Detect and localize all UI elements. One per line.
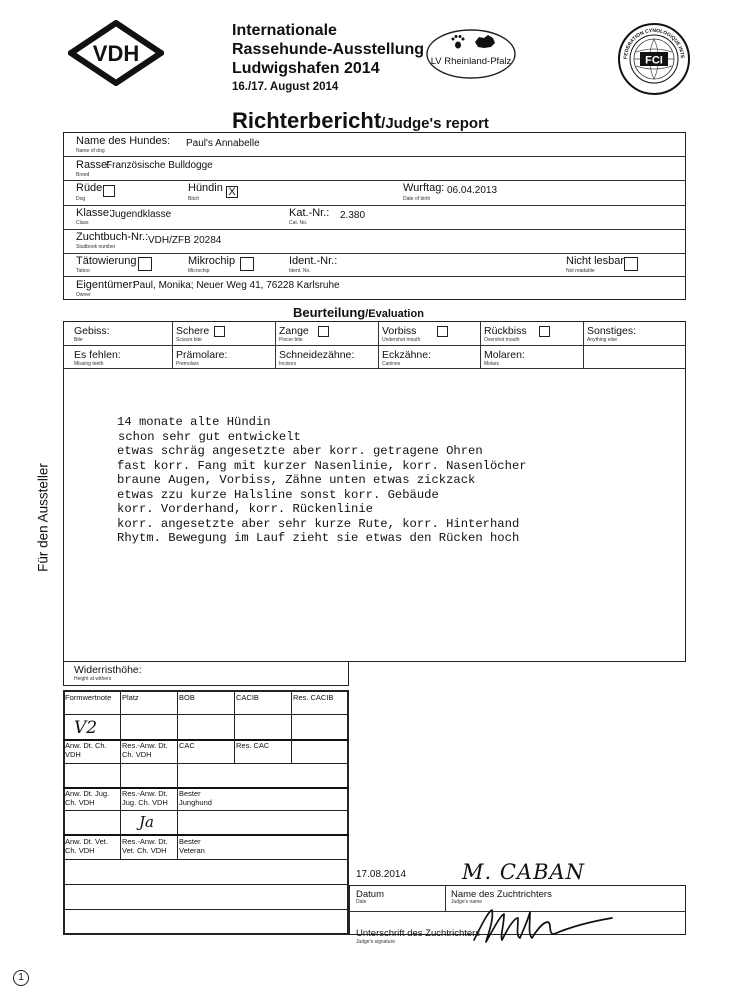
divider [63, 156, 686, 157]
incisors-label: Schneidezähne: [279, 349, 355, 361]
vdh-logo-text: VDH [92, 41, 140, 66]
divider [177, 690, 178, 860]
divider [63, 180, 686, 181]
evaluation-title-main: Beurteilung [293, 305, 366, 320]
fci-logo [617, 22, 691, 96]
tattoo-sublabel: Tattoo [76, 268, 90, 274]
class-label: Klasse: [76, 207, 113, 219]
judge-name-label: Name des Zuchtrichters [451, 889, 552, 900]
judge-signature-sublabel: Judge's signature [356, 939, 396, 945]
evaluation-title [293, 304, 424, 322]
exhibitor-side-label: Für den Aussteller [35, 463, 51, 572]
other-sublabel: Anything else [587, 337, 618, 343]
pincer-bite-checkbox[interactable] [318, 326, 329, 337]
canines-sublabel: Canines [382, 361, 401, 367]
evaluation-title-sub: /Evaluation [365, 308, 424, 320]
divider [480, 321, 481, 368]
res-anw-dt-vet-cell: Res.-Anw. Dt. Vet. Ch. VDH [122, 837, 168, 855]
club-logo [425, 28, 517, 80]
microchip-sublabel: Microchip [188, 268, 210, 274]
divider [234, 690, 235, 763]
judge-signature [468, 898, 618, 950]
report-line: korr. Vorderhand, korr. Rückenlinie [117, 502, 373, 516]
catalog-number-value: 2.380 [340, 210, 366, 221]
tattoo-label: Tätowierung [76, 255, 137, 267]
male-label: Rüde [76, 182, 103, 194]
report-line: schon sehr gut entwickelt [118, 429, 301, 444]
missing-teeth-sublabel: Missing teeth [74, 361, 104, 367]
cacib-header: CACIB [236, 693, 259, 702]
ident-number-label: Ident.-Nr.: [289, 255, 338, 267]
divider [63, 229, 686, 230]
divider [63, 714, 349, 715]
divider [120, 690, 121, 860]
bob-header: BOB [179, 693, 195, 702]
anw-dt-ch-cell: Anw. Dt. Ch. VDH [65, 741, 107, 759]
pincer-bite-sublabel: Pincer bite [279, 337, 303, 343]
male-checkbox[interactable] [103, 185, 115, 197]
res-anw-dt-ch-cell: Res.-Anw. Dt. Ch. VDH [122, 741, 168, 759]
birth-date-label: Wurftag: [403, 182, 445, 194]
divider [63, 859, 349, 860]
divider [63, 345, 686, 346]
date-value: 17.08.2014 [356, 869, 407, 880]
title-main: Richterbericht [232, 108, 382, 133]
divider [583, 321, 584, 368]
divider [63, 834, 349, 836]
dog-name-value: Paul's Annabelle [186, 138, 260, 149]
divider [63, 909, 349, 910]
divider [275, 321, 276, 368]
ident-number-sublabel: Ident. No. [289, 268, 311, 274]
judge-name-value: M. CABAN [462, 860, 586, 884]
report-line: braune Augen, Vorbiss, Zähne unten etwas zickzack [117, 473, 476, 487]
class-sublabel: Class [76, 220, 89, 226]
female-sublabel: Bitch [188, 196, 200, 202]
jugend-value: Ja [139, 813, 154, 831]
class-value: Jugendklasse [110, 209, 172, 220]
vdh-logo [68, 20, 164, 86]
not-readable-label: Nicht lesbar [566, 255, 625, 267]
platz-header: Platz [122, 693, 139, 702]
report-line: korr. angesetzte aber sehr kurze Rute, korr. Hinterhand [117, 516, 520, 531]
height-at-withers-label: Widerristhöhe: [74, 664, 142, 676]
owner-label: Eigentümer: [76, 279, 136, 291]
anw-dt-jug-cell: Anw. Dt. Jug. Ch. VDH [65, 789, 110, 807]
divider [63, 810, 349, 811]
breed-value: Französische Bulldogge [106, 160, 213, 171]
scissor-bite-label: Schere [176, 325, 210, 337]
divider [63, 253, 686, 254]
judge-signature-label: Unterschrift des Zuchtrichters [356, 928, 481, 939]
divider [63, 884, 349, 885]
owner-sublabel: Owner [76, 292, 91, 298]
club-name: LV Rheinland-Pfalz [430, 56, 512, 67]
catalog-number-label: Kat.-Nr.: [289, 207, 330, 219]
event-title-1: Internationale [232, 22, 337, 39]
breed-sublabel: Breed [76, 172, 90, 178]
undershot-label: Vorbiss [382, 325, 417, 337]
date-label: Datum [356, 889, 384, 900]
fci-ring-text: FEDERATION CYNOLOGIQUE INTE [622, 27, 686, 60]
undershot-checkbox[interactable] [437, 326, 448, 337]
page-title [232, 108, 489, 134]
res-cacib-header: Res. CACIB [293, 693, 334, 702]
formwertnote-header: Formwertnote [65, 693, 112, 702]
overshot-label: Rückbiss [484, 325, 527, 337]
molars-label: Molaren: [484, 349, 525, 361]
premolars-label: Prämolare: [176, 349, 228, 361]
report-line: etwas schräg angesetzte aber korr. getragene Ohren [117, 444, 483, 458]
overshot-sublabel: Overshot mouth [484, 337, 520, 343]
female-checkbox[interactable]: X [226, 186, 238, 198]
fci-logo-text: FCI [645, 54, 663, 67]
male-sublabel: Dog [76, 196, 86, 202]
catalog-number-sublabel: Cat. No. [289, 220, 308, 226]
report-line: 14 monate alte Hündin [117, 415, 271, 429]
res-anw-dt-jug-cell: Res.-Anw. Dt. Jug. Ch. VDH [122, 789, 168, 807]
incisors-sublabel: Incisors [279, 361, 297, 367]
event-date: 16./17. August 2014 [232, 81, 339, 93]
divider [378, 321, 379, 368]
dog-name-sublabel: Name of dog [76, 148, 105, 154]
divider [291, 690, 292, 763]
divider [63, 276, 686, 277]
undershot-sublabel: Undershot mouth [382, 337, 421, 343]
report-line: fast korr. Fang mit kurzer Nasenlinie, korr. Nasenlöcher [117, 458, 527, 473]
divider [63, 205, 686, 206]
title-sub: /Judge's report [381, 115, 489, 132]
birth-date-sublabel: Date of birth [403, 196, 431, 202]
page-number [13, 970, 29, 986]
scissor-bite-checkbox[interactable] [214, 326, 225, 337]
other-label: Sonstiges: [587, 325, 637, 337]
cac-cell: CAC [179, 741, 195, 750]
divider [172, 321, 173, 368]
not-readable-sublabel: Not readable [566, 268, 595, 274]
molars-sublabel: Molars [484, 361, 500, 367]
missing-teeth-label: Es fehlen: [74, 349, 121, 361]
res-cac-cell: Res. CAC [236, 741, 270, 750]
bite-label: Gebiss: [74, 325, 110, 337]
date-sublabel: Date [356, 899, 367, 905]
microchip-label: Mikrochip [188, 255, 236, 267]
tattoo-checkbox[interactable] [138, 257, 152, 271]
grade-value: V2 [74, 718, 98, 738]
canines-label: Eckzähne: [382, 349, 432, 361]
overshot-checkbox[interactable] [539, 326, 550, 337]
report-line: etwas zzu kurze Halsline sonst korr. Gebäude [117, 487, 439, 502]
studbook-sublabel: Studbook number [76, 244, 116, 250]
anw-dt-vet-cell: Anw. Dt. Vet. Ch. VDH [65, 837, 108, 855]
bester-veteran-cell: Bester Veteran [179, 837, 205, 855]
judge-name-sublabel: Judge's name [451, 899, 482, 905]
divider [63, 763, 349, 764]
studbook-label: Zuchtbuch-Nr.: [76, 231, 149, 243]
divider [445, 885, 446, 911]
bester-junghund-cell: Bester Junghund [179, 789, 212, 807]
studbook-value: VDH/ZFB 20284 [148, 235, 222, 246]
height-at-withers-sublabel: Height at withers [74, 676, 112, 682]
premolars-sublabel: Premolars [176, 361, 199, 367]
owner-value: Paul, Monika; Neuer Weg 41, 76228 Karlsruhe [133, 280, 340, 291]
dog-name-label: Name des Hundes: [76, 135, 171, 147]
microchip-checkbox[interactable] [240, 257, 254, 271]
page-number-text: 1 [18, 972, 24, 983]
grading-table [63, 690, 349, 935]
breed-label: Rasse: [76, 159, 111, 171]
scissor-bite-sublabel: Scissor bite [176, 337, 202, 343]
event-title-3: Ludwigshafen 2014 [232, 60, 380, 77]
birth-date-value: 06.04.2013 [447, 185, 498, 196]
pincer-bite-label: Zange [279, 325, 309, 337]
not-readable-checkbox[interactable] [624, 257, 638, 271]
female-label: Hündin [188, 182, 223, 194]
report-line: Rhytm. Bewegung im Lauf zieht sie etwas den Rücken hoch [117, 531, 520, 545]
bite-sublabel: Bite [74, 337, 83, 343]
divider [63, 368, 686, 369]
event-title-2: Rassehunde-Ausstellung [232, 41, 425, 58]
